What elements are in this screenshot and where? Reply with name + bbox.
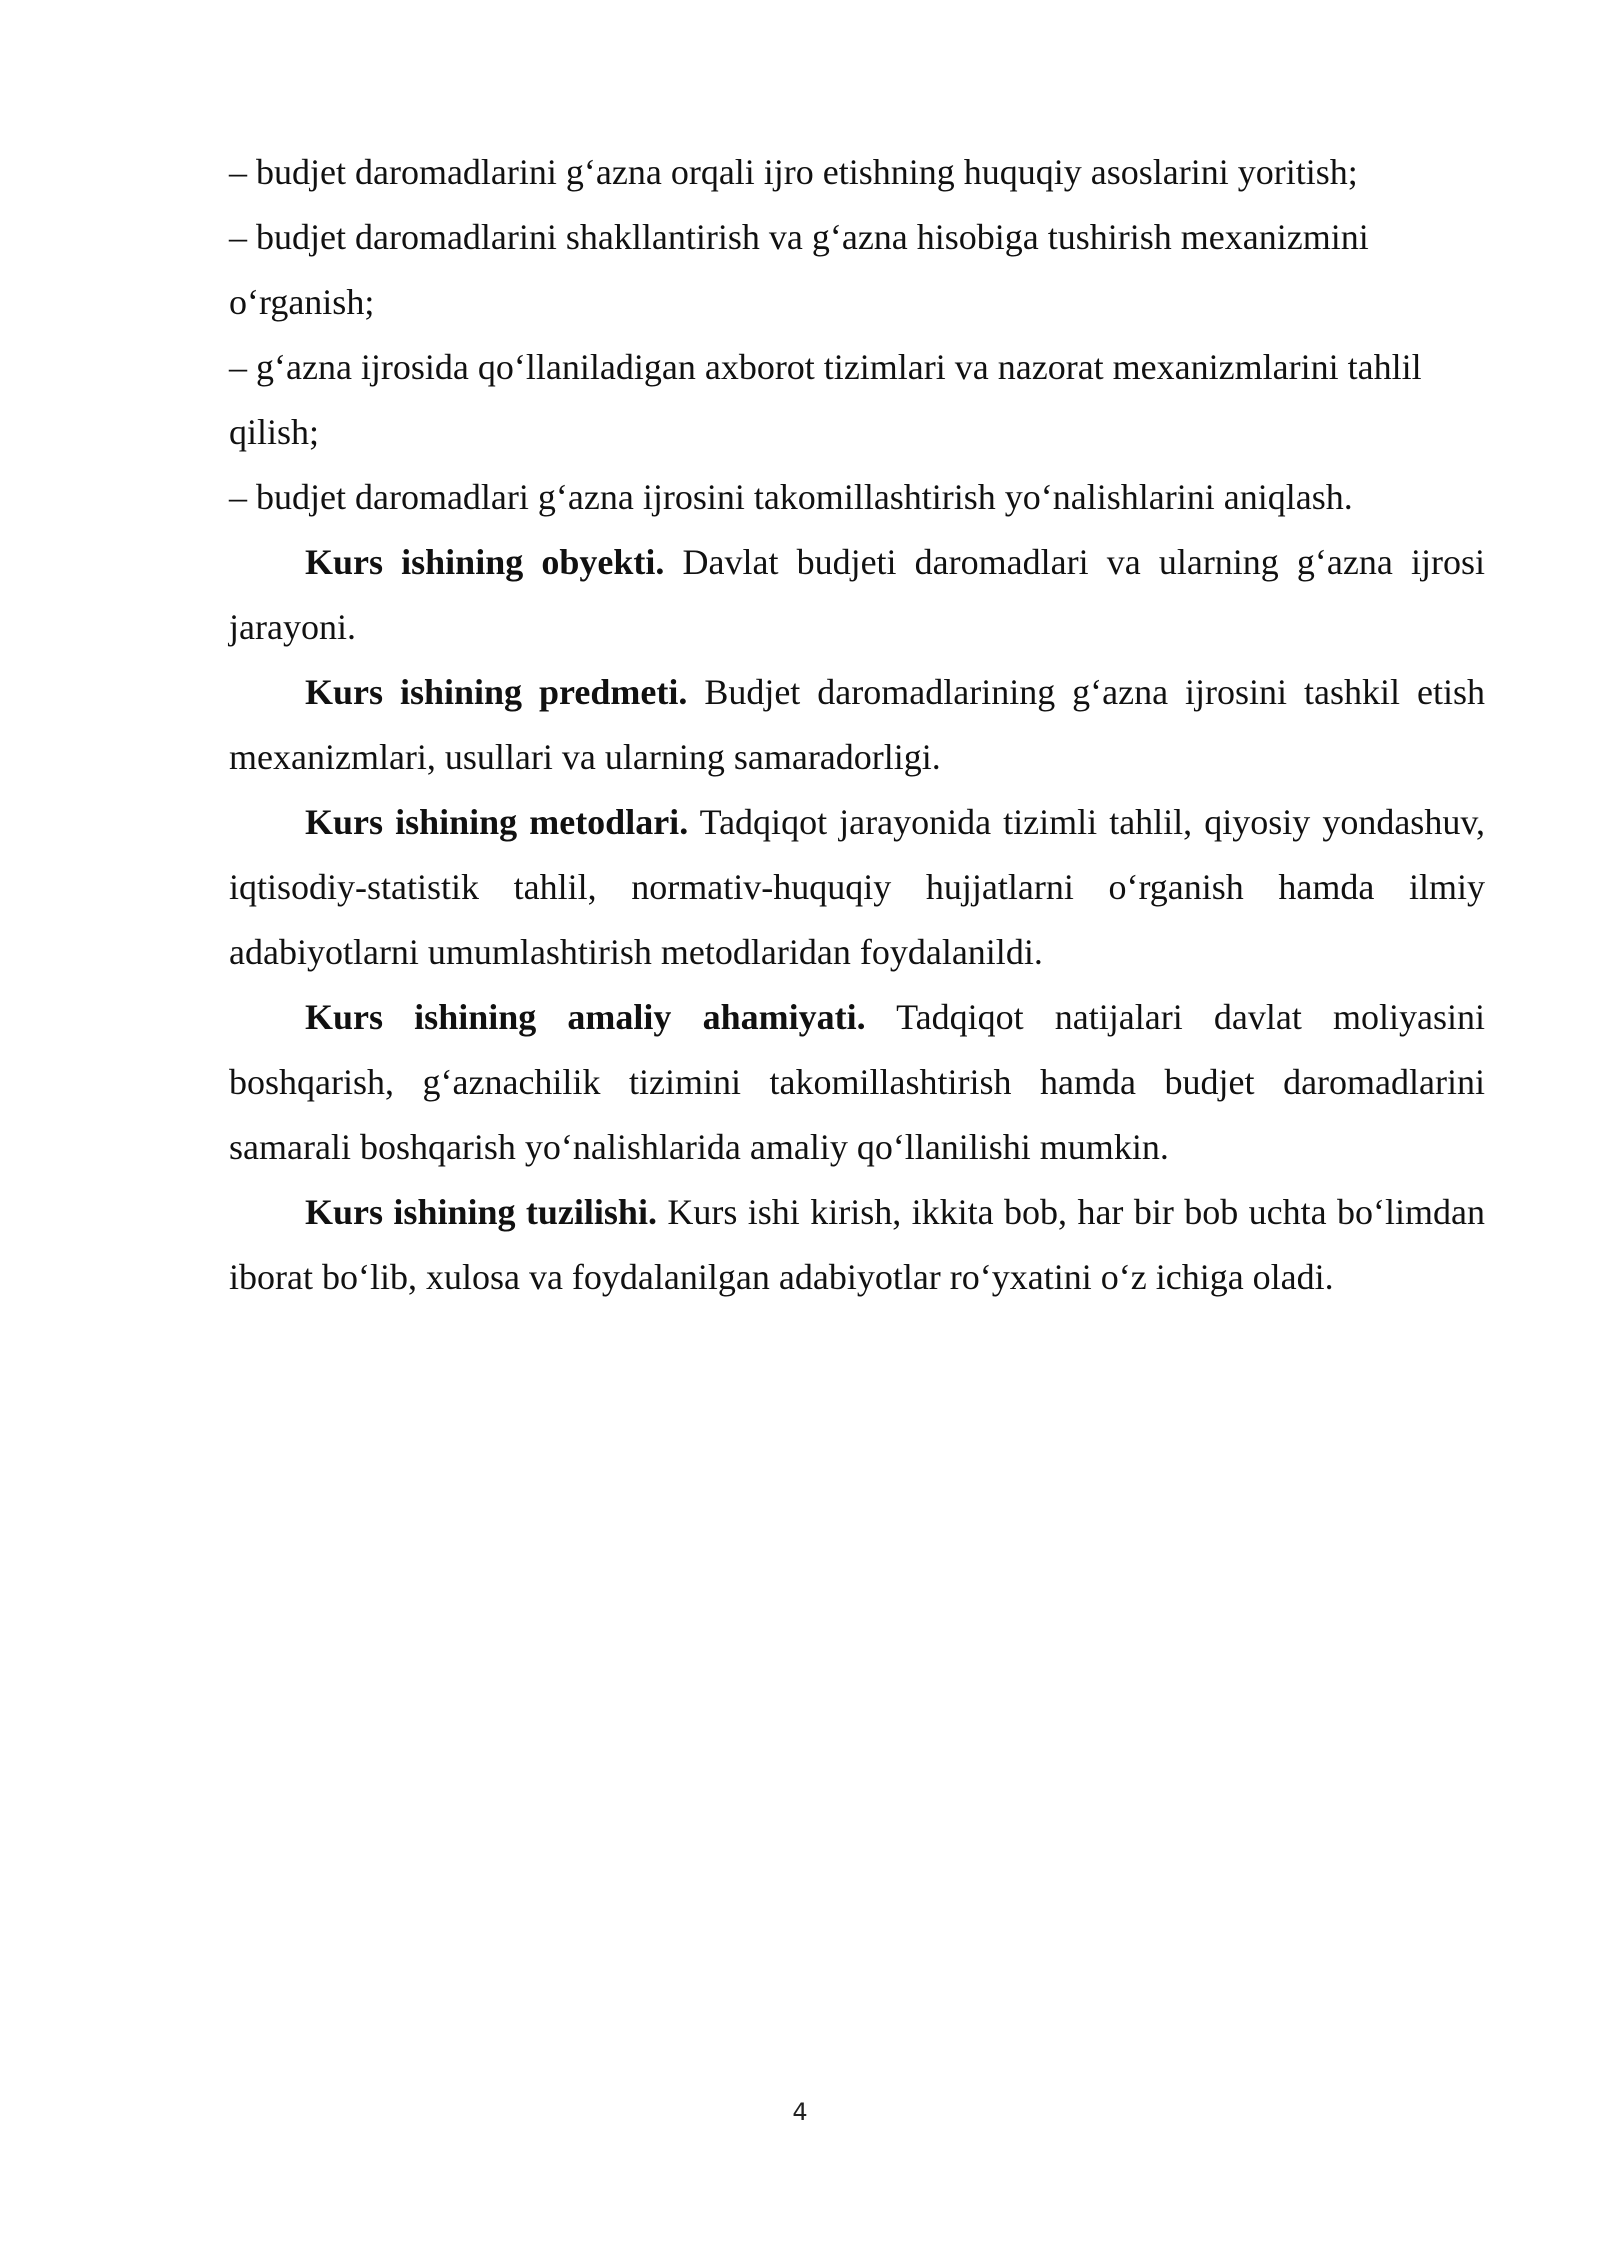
- paragraph-methods: [229, 790, 1485, 985]
- paragraph-subject-text: Budjet daromadlarining g‘azna ijrosini tashkil etish mexanizmlari, usullari va ularning samaradorligi.: [229, 672, 1485, 777]
- paragraph-structure-heading: Kurs ishining tuzilishi.: [305, 1192, 657, 1232]
- paragraph-subject: [229, 660, 1485, 790]
- paragraph-methods-heading: Kurs ishining metodlari.: [305, 802, 689, 842]
- objective-item-4: – budjet daromadlari g‘azna ijrosini takomillashtirish yo‘nalishlarini aniqlash.: [229, 477, 1353, 517]
- paragraph-structure: [229, 1180, 1485, 1310]
- paragraph-object: [229, 530, 1485, 660]
- paragraph-object-heading: Kurs ishining obyekti.: [305, 542, 665, 582]
- paragraph-practical-significance-heading: Kurs ishining amaliy ahamiyati.: [305, 997, 866, 1037]
- page-body: [229, 140, 1485, 1310]
- objective-item-1: – budjet daromadlarini g‘azna orqali ijro etishning huquqiy asoslarini yoritish;: [229, 152, 1358, 192]
- page-number: 4: [792, 2098, 808, 2126]
- objective-item-3: – g‘azna ijrosida qo‘llaniladigan axborot tizimlari va nazorat mexanizmlarini tahlil qilish;: [229, 347, 1422, 452]
- objective-item-2: – budjet daromadlarini shakllantirish va g‘azna hisobiga tushirish mexanizmini o‘rganish;: [229, 217, 1369, 322]
- paragraph-methods-text: Tadqiqot jarayonida tizimli tahlil, qiyosiy yondashuv, iqtisodiy-statistik tahlil, normativ-huquqiy hujjatlarni o‘rganish hamda ilmiy adabiyotlarni umumlashtirish metodlaridan foydalanildi.: [229, 802, 1485, 972]
- paragraph-object-text: Davlat budjeti daromadlari va ularning g‘azna ijrosi jarayoni.: [229, 542, 1485, 647]
- paragraph-practical-significance-text: Tadqiqot natijalari davlat moliyasini boshqarish, g‘aznachilik tizimini takomillashtirish hamda budjet daromadlarini samarali boshqarish yo‘nalishlarida amaliy qo‘llanilishi mumkin.: [229, 997, 1485, 1167]
- paragraph-structure-text: Kurs ishi kirish, ikkita bob, har bir bob uchta bo‘limdan iborat bo‘lib, xulosa va foydalanilgan adabiyotlar ro‘yxatini o‘z ichiga oladi.: [229, 1192, 1485, 1297]
- paragraph-practical-significance: [229, 985, 1485, 1180]
- paragraph-subject-heading: Kurs ishining predmeti.: [305, 672, 688, 712]
